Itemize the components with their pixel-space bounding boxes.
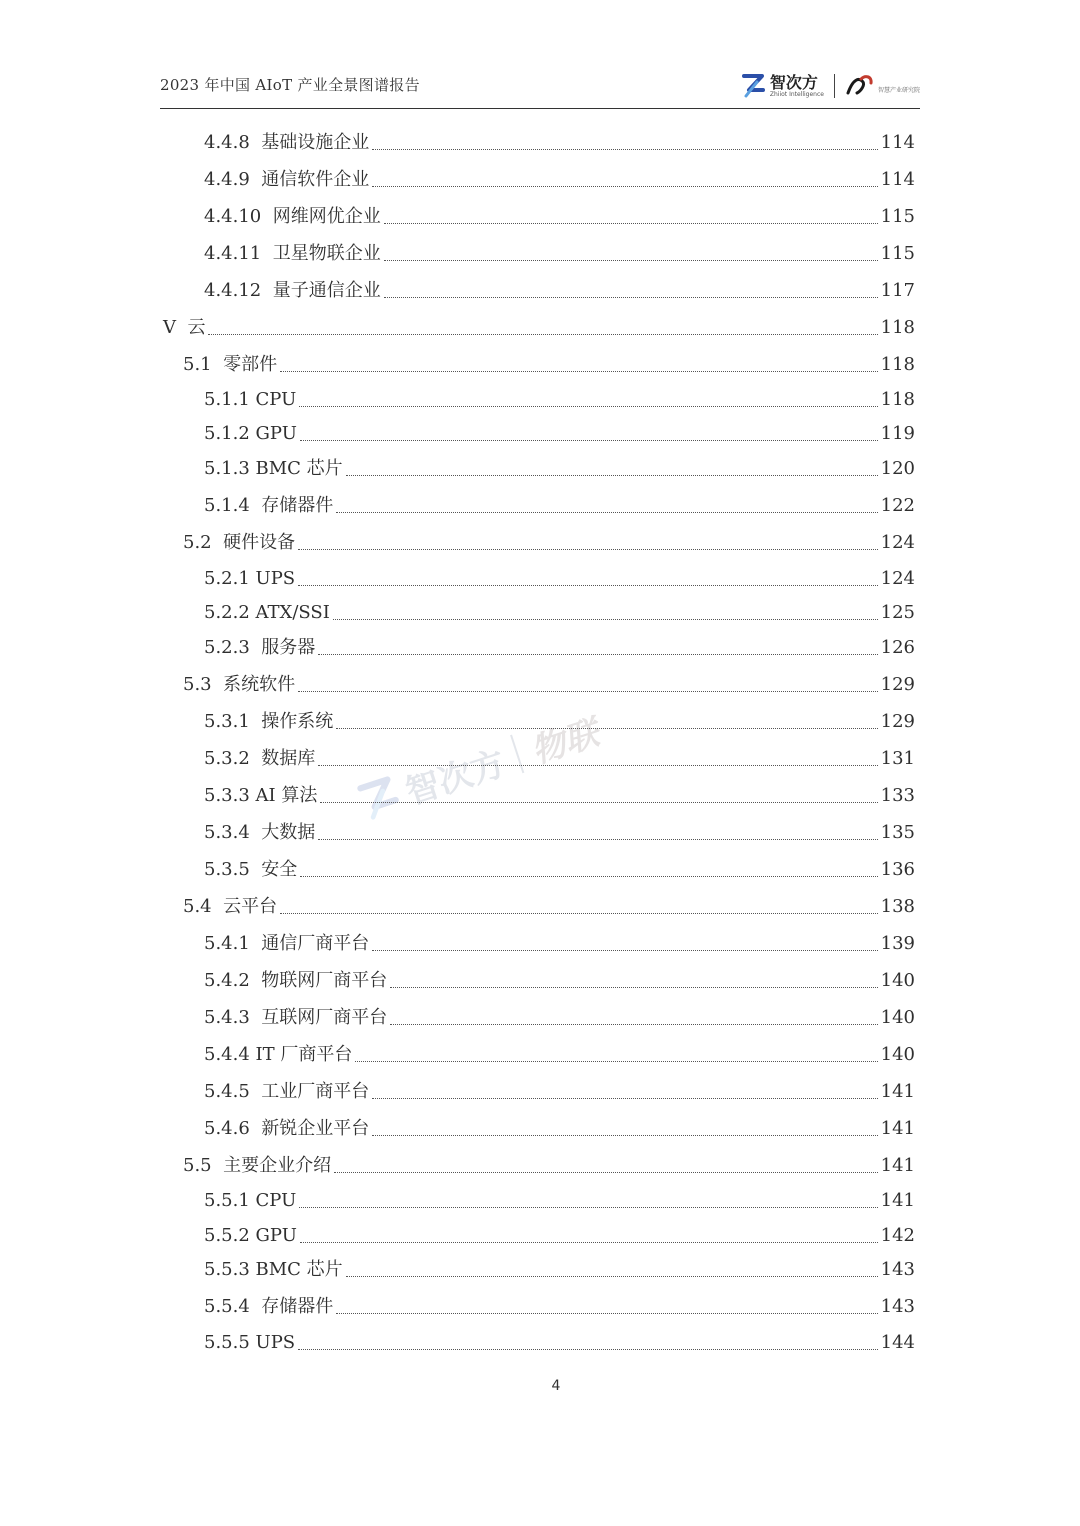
toc-dot-leader [300,440,878,441]
toc-entry-label: 5.4.3 互联网厂商平台 [204,1007,388,1028]
toc-entry-label: 4.4.8 基础设施企业 [204,132,370,153]
toc-entry-page: 126 [880,637,915,658]
toc-entry-label: 5.5.1 CPU [204,1190,297,1211]
toc-entry-label: 5.2.3 服务器 [204,637,316,658]
toc-entry-page: 124 [880,532,915,553]
toc-entry-page: 131 [880,748,915,769]
toc-entry-page: 133 [880,785,915,806]
toc-entry[interactable] [204,1294,915,1320]
toc-entry-page: 129 [880,711,915,732]
toc-entry-label: 5.2 硬件设备 [183,532,296,553]
header-logos [741,70,920,102]
toc-entry-page: 140 [880,970,915,991]
institute-logo-subtitle: 智慧产业研究院 [877,86,920,94]
header-rule [160,108,920,109]
toc-entry-page: 136 [880,859,915,880]
toc-entry-label: 5.3.5 安全 [204,859,298,880]
toc-entry-page: 139 [880,933,915,954]
toc-dot-leader [334,1172,878,1173]
toc-dot-leader [372,1098,877,1099]
institute-logo-icon [845,73,875,99]
toc-entry-label: 5.3.4 大数据 [204,822,316,843]
toc-dot-leader [318,839,877,840]
toc-entry-label: 5.1.4 存储器件 [204,495,334,516]
toc-entry[interactable] [204,1223,915,1249]
toc-entry[interactable] [204,167,915,193]
toc-entry-label: 5.3 系统软件 [183,674,296,695]
toc-entry[interactable] [204,709,915,735]
toc-dot-leader [346,1276,878,1277]
watermark-institute: 物联 [526,712,604,772]
toc-entry[interactable] [204,1079,915,1105]
toc-entry[interactable] [204,635,915,661]
toc-entry[interactable] [183,530,915,556]
toc-dot-leader [346,475,878,476]
toc-entry[interactable] [204,600,915,626]
toc-entry[interactable] [204,421,915,447]
toc-entry-label: 5.3.1 操作系统 [204,711,334,732]
toc-entry-label: 5.3.2 数据库 [204,748,316,769]
toc-entry[interactable] [204,1042,915,1068]
toc-entry[interactable] [204,1188,915,1214]
toc-dot-leader [355,1061,877,1062]
toc-entry-page: 129 [880,674,915,695]
toc-entry[interactable] [204,387,915,413]
toc-entry[interactable] [204,857,915,883]
toc-entry-label: 5.1.2 GPU [204,423,297,444]
institute-logo [845,73,920,99]
toc-entry[interactable] [183,1153,915,1179]
toc-dot-leader [336,1313,877,1314]
toc-dot-leader [298,691,878,692]
toc-dot-leader [390,987,877,988]
toc-dot-leader [336,512,877,513]
toc-dot-leader [208,334,877,335]
toc-entry-page: 125 [880,602,915,623]
toc-entry-page: 118 [880,389,915,410]
toc-entry-page: 141 [880,1118,915,1139]
toc-entry-page: 118 [880,354,915,375]
toc-entry[interactable] [204,241,915,267]
toc-entry-page: 140 [880,1007,915,1028]
toc-entry-label: 5.4.1 通信厂商平台 [204,933,370,954]
toc-entry-label: 5.2.2 ATX/SSI [204,602,330,623]
toc-dot-leader [336,728,877,729]
toc-entry[interactable] [204,456,915,482]
toc-entry-label: V 云 [163,317,206,338]
toc-dot-leader [280,371,878,372]
toc-entry-label: 5.5 主要企业介绍 [183,1155,332,1176]
toc-entry-page: 141 [880,1081,915,1102]
toc-entry-label: 5.5.2 GPU [204,1225,297,1246]
toc-entry-label: 4.4.9 通信软件企业 [204,169,370,190]
toc-entry[interactable] [204,566,915,592]
toc-entry-page: 124 [880,568,915,589]
toc-dot-leader [372,950,877,951]
zhiiot-logo [741,72,824,100]
toc-dot-leader [384,223,878,224]
toc-entry-label: 5.5.3 BMC 芯片 [204,1259,343,1280]
toc-entry-page: 120 [880,458,915,479]
toc-dot-leader [299,1207,877,1208]
toc-dot-leader [384,260,878,261]
toc-dot-leader [390,1024,877,1025]
toc-entry-page: 141 [880,1190,915,1211]
toc-dot-leader [372,186,877,187]
toc-dot-leader [298,549,878,550]
toc-entry-label: 5.4 云平台 [183,896,278,917]
toc-dot-leader [384,297,878,298]
toc-entry[interactable] [163,315,915,341]
toc-entry-page: 115 [880,206,915,227]
toc-entry-page: 118 [880,317,915,338]
toc-entry[interactable] [204,278,915,304]
toc-entry-page: 115 [880,243,915,264]
toc-entry-page: 143 [880,1296,915,1317]
toc-entry[interactable] [204,130,915,156]
toc-entry-page: 117 [880,280,915,301]
toc-entry-label: 5.2.1 UPS [204,568,296,589]
toc-entry[interactable] [204,931,915,957]
toc-entry[interactable] [204,204,915,230]
document-title: 2023 年中国 AIoT 产业全景图谱报告 [160,76,420,94]
toc-entry[interactable] [204,1257,915,1283]
toc-entry[interactable] [204,783,915,809]
toc-entry-label: 5.4.5 工业厂商平台 [204,1081,370,1102]
toc-entry-label: 4.4.12 量子通信企业 [204,280,381,301]
toc-entry-label: 5.4.6 新锐企业平台 [204,1118,370,1139]
toc-entry[interactable] [204,1116,915,1142]
toc-entry-page: 141 [880,1155,915,1176]
toc-dot-leader [280,913,878,914]
toc-dot-leader [372,1135,877,1136]
toc-entry[interactable] [183,672,915,698]
toc-dot-leader [318,654,877,655]
toc-entry[interactable] [204,1005,915,1031]
page-header [160,62,920,108]
toc-entry[interactable] [183,352,915,378]
toc-entry[interactable] [204,968,915,994]
toc-entry-page: 122 [880,495,915,516]
toc-entry-label: 5.5.5 UPS [204,1332,296,1353]
toc-entry-page: 135 [880,822,915,843]
toc-dot-leader [333,619,878,620]
toc-entry-page: 138 [880,896,915,917]
toc-dot-leader [298,585,878,586]
toc-entry[interactable] [204,493,915,519]
toc-dot-leader [318,765,877,766]
toc-entry-page: 114 [880,132,915,153]
toc-entry-label: 5.3.3 AI 算法 [204,785,318,806]
toc-entry-page: 144 [880,1332,915,1353]
toc-entry[interactable] [183,894,915,920]
toc-dot-leader [372,149,877,150]
toc-dot-leader [299,406,877,407]
toc-entry-label: 5.5.4 存储器件 [204,1296,334,1317]
toc-entry[interactable] [204,746,915,772]
toc-entry[interactable] [204,1330,915,1356]
toc-entry-label: 5.4.2 物联网厂商平台 [204,970,388,991]
toc-entry-label: 4.4.11 卫星物联企业 [204,243,381,264]
toc-entry-page: 114 [880,169,915,190]
toc-entry-page: 143 [880,1259,915,1280]
toc-dot-leader [300,1242,878,1243]
toc-entry[interactable] [204,820,915,846]
toc-entry-label: 4.4.10 网维网优企业 [204,206,381,227]
toc-entry-label: 5.1 零部件 [183,354,278,375]
zhiiot-logo-name: 智次方 [769,73,818,92]
logo-divider [834,74,835,98]
toc-entry-label: 5.1.1 CPU [204,389,297,410]
toc-entry-page: 140 [880,1044,915,1065]
toc-entry-label: 5.4.4 IT 厂商平台 [204,1044,353,1065]
toc-entry-label: 5.1.3 BMC 芯片 [204,458,343,479]
toc-dot-leader [320,802,877,803]
toc-entry-page: 142 [880,1225,915,1246]
zhiiot-logo-icon [741,72,767,100]
toc-entry-page: 119 [880,423,915,444]
toc-dot-leader [298,1349,878,1350]
zhiiot-logo-subtitle: Zhiiot Intelligence [769,91,824,98]
watermark-brand: 智次方 [400,742,511,813]
toc-dot-leader [300,876,877,877]
page-number: 4 [551,1378,561,1394]
